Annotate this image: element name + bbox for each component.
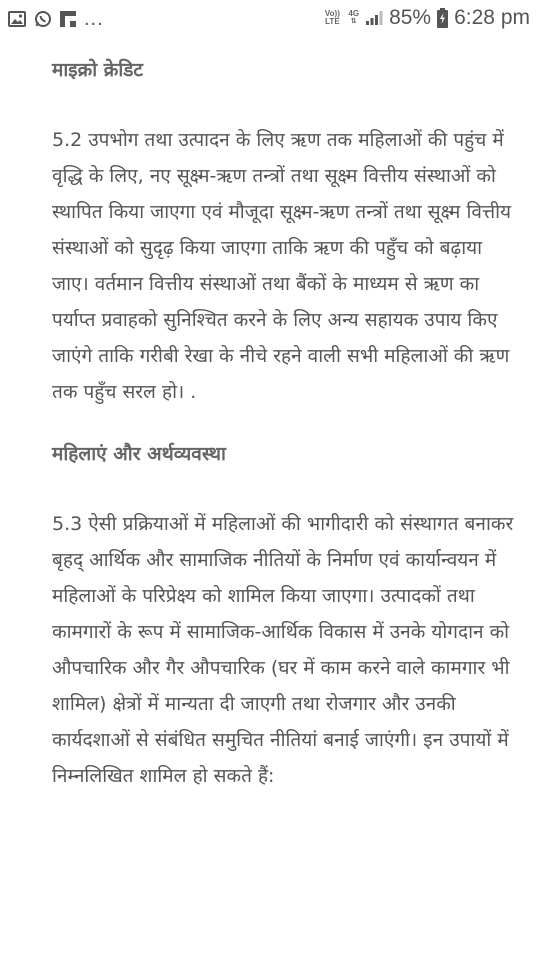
system-status — [322, 6, 530, 30]
whatsapp-icon — [34, 9, 52, 29]
article-content — [52, 50, 522, 794]
volte-icon: Vo)) LTE — [324, 9, 340, 26]
section-heading-micro-credit: माइक्रो क्रेडिट — [52, 59, 143, 81]
gallery-icon — [8, 9, 26, 29]
network-type-label — [348, 8, 359, 28]
paragraph-5-3: 5.3 ऐसी प्रक्रियाओं में महिलाओं की भागीदारी को संस्थागत बनाकर बृहद् आर्थिक और सामाजिक नीतियों के निर्माण एवं कार्यान्वयन में महिलाओं के परिप्रेक्ष्य को शामिल किया जाएगा। उत्पादकों तथा कामगारों के रूप में सामाजिक-आर्थिक विकास में उनके योगदान को औपचारिक और गैर औपचारिक (घर में काम करने वाले कामगार भी शामिल) क्षेत्रों में मान्यता दी जाएगी तथा रोजगार और उनकी कार्यदशाओं से संबंधित समुचित नीतियां बनाई जाएंगी। इन उपायों में निम्नलिखित शामिल हो सकते हैं: — [52, 513, 514, 787]
battery-charging-icon — [437, 8, 448, 28]
notification-icons — [8, 9, 104, 29]
flipboard-icon — [60, 9, 76, 29]
section-heading-women-economy: महिलाएं और अर्थव्यवस्था — [52, 443, 226, 465]
network-type-text: 4G — [348, 9, 360, 18]
signal-icon — [365, 8, 383, 28]
paragraph-5-2: 5.2 उपभोग तथा उत्पादन के लिए ऋण तक महिलाओं की पहुंच में वृद्धि के लिए, नए सूक्ष्म-ऋण तन्त्रों तथा सूक्ष्म वित्तीय संस्थाओं को स्थापित किया जाएगा एवं मौजूदा सूक्ष्म-ऋण तन्त्रों तथा सूक्ष्म वित्तीय संस्थाओं को सुदृढ़ किया जाएगा ताकि ऋण की पहुँच को बढ़ाया जाए। वर्तमान वित्तीय संस्थाओं तथा बैंकों के माध्यम से ऋण का पर्याप्त प्रवाहको सुनिश्चित करने के लिए अन्य सहायक उपाय किए जाएंगे ताकि गरीबी रेखा के नीचे रहने वाली सभी महिलाओं की ऋण तक पहुँच सरल हो। . — [52, 129, 512, 403]
more-notifications-indicator: ... — [84, 8, 104, 30]
data-arrows-icon: ⇅ — [350, 18, 357, 25]
status-bar — [0, 0, 540, 40]
battery-percentage: 85% — [389, 6, 432, 29]
clock-time: 6:28 pm — [454, 6, 530, 29]
